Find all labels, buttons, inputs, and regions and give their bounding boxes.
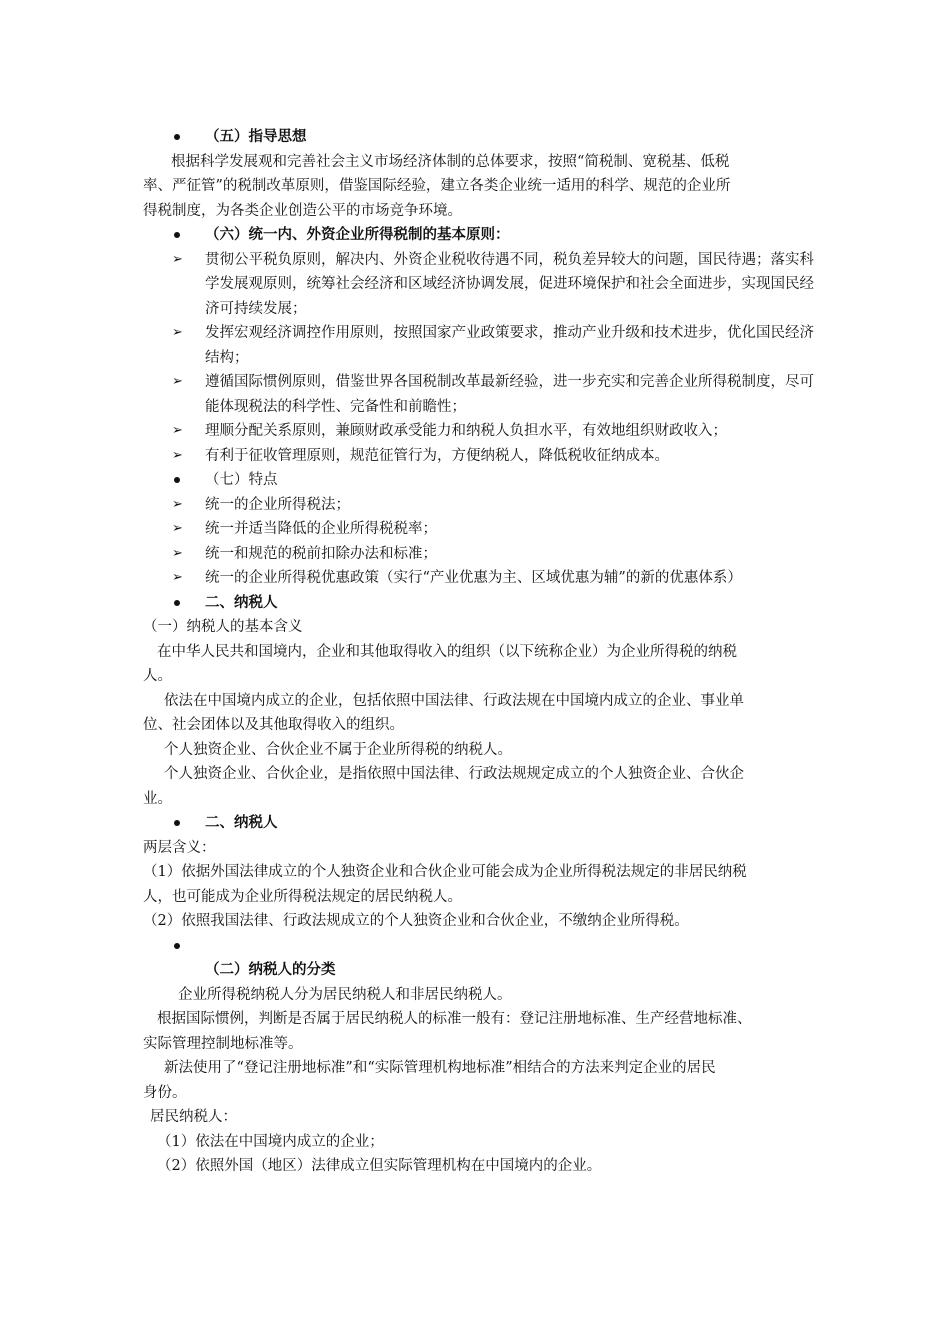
- classification-para-3-line-2: 身份。: [143, 1084, 187, 1101]
- empty-bullet: [143, 934, 815, 959]
- bullet-dot-icon: [174, 943, 180, 949]
- section-7-item: ➢ 统一和规范的税前扣除办法和标准；: [143, 542, 815, 567]
- document-body: [143, 125, 815, 1179]
- resident-criterion-2: （2）依照外国（地区）法律成立但实际管理机构在中国境内的企业。: [157, 1158, 602, 1174]
- taxpayer-para-1-line-2: 人。: [143, 668, 172, 684]
- taxpayer-basic-meaning-subheading: （一）纳税人的基本含义: [143, 619, 303, 635]
- classification-para-2-line-2: 实际管理控制地标准等。: [143, 1035, 303, 1052]
- section-5-para-line-1: 根据科学发展观和完善社会主义市场经济体制的总体要求，按照“简税制、宽税基、低税: [171, 153, 730, 170]
- section-5-para-line-2: 率、严征管”的税制改革原则，借鉴国际经验，建立各类企业统一适用的科学、规范的企业所: [143, 178, 731, 194]
- arrow-bullet-icon: ➢: [172, 447, 183, 463]
- arrow-bullet-icon: ➢: [172, 423, 183, 438]
- resident-taxpayer-label: 居民纳税人：: [150, 1109, 237, 1125]
- taxpayer-para-2-line-1: 依法在中国境内成立的企业，包括依照中国法律、行政法规在中国境内成立的企业、事业单: [164, 692, 744, 709]
- section-7-item: ➢ 统一的企业所得税法；: [143, 493, 815, 518]
- section-7-item: ➢ 统一并适当降低的企业所得税税率；: [143, 517, 815, 542]
- bullet-dot-icon: [174, 134, 180, 140]
- section-6-item: ➢ 理顺分配关系原则，兼顾财政承受能力和纳税人负担水平，有效地组织财政收入；: [143, 419, 815, 444]
- resident-criterion-1: （1）依法在中国境内成立的企业；: [157, 1133, 384, 1150]
- arrow-bullet-icon: ➢: [172, 325, 183, 340]
- taxpayer-para-4-line-1: 个人独资企业、合伙企业，是指依照中国法律、行政法规规定成立的个人独资企业、合伙企: [164, 766, 744, 782]
- classification-para-3-line-1: 新法使用了“登记注册地标准”和“实际管理机构地标准”相结合的方法来判定企业的居民: [164, 1060, 716, 1076]
- bullet-dot-icon: [174, 477, 180, 483]
- classification-para-1: 企业所得税纳税人分为居民纳税人和非居民纳税人。: [178, 986, 512, 1003]
- section-6-item: ➢ 发挥宏观经济调控作用原则，按照国家产业政策要求，推动产业升级和技术进步，优化国民经济结构；: [143, 321, 815, 370]
- bullet-dot-icon: [174, 232, 180, 238]
- meaning-2: （2）依照我国法律、行政法规成立的个人独资企业和合伙企业，不缴纳企业所得税。: [143, 913, 689, 929]
- classification-heading: （二）纳税人的分类: [205, 961, 336, 978]
- section-7-item: ➢ 统一的企业所得税优惠政策（实行“产业优惠为主、区域优惠为辅”的新的优惠体系）: [143, 566, 815, 591]
- arrow-bullet-icon: ➢: [172, 545, 183, 561]
- taxpayer-heading: 二、纳税人: [143, 591, 815, 616]
- arrow-bullet-icon: ➢: [172, 374, 183, 389]
- section-6-item: ➢ 遵循国际惯例原则，借鉴世界各国税制改革最新经验，进一步充实和完善企业所得税制度，尽可能体现税法的科学性、完备性和前瞻性；: [143, 370, 815, 419]
- arrow-bullet-icon: ➢: [172, 521, 183, 536]
- section-5-heading: （五）指导思想: [143, 125, 815, 150]
- two-meanings-label: 两层含义：: [143, 839, 216, 856]
- taxpayer-para-2-line-2: 位、社会团体以及其他取得收入的组织。: [143, 717, 404, 733]
- section-7-heading: （七）特点: [143, 468, 815, 493]
- section-6-item: ➢ 贯彻公平税负原则，解决内、外资企业税收待遇不同，税负差异较大的问题，国民待遇；落实科学发展观原则，统筹社会经济和区域经济协调发展，促进环境保护和社会全面进步，实现国民经济可持续发展；: [143, 248, 815, 322]
- taxpayer-para-1-line-1: 在中华人民共和国境内，企业和其他取得收入的组织（以下统称企业）为企业所得税的纳税: [157, 643, 737, 660]
- section-5-para-line-3: 得税制度，为各类企业创造公平的市场竞争环境。: [143, 202, 462, 219]
- meaning-1-line-1: （1）依据外国法律成立的个人独资企业和合伙企业可能会成为企业所得税法规定的非居民纳税: [143, 864, 747, 880]
- taxpayer-para-4-line-2: 业。: [143, 790, 172, 807]
- arrow-bullet-icon: ➢: [172, 251, 183, 267]
- bullet-dot-icon: [174, 600, 180, 606]
- meaning-1-line-2: 人，也可能成为企业所得税法规定的居民纳税人。: [143, 888, 462, 905]
- section-6-heading: （六）统一内、外资企业所得税制的基本原则：: [143, 223, 815, 248]
- section-6-item: ➢ 有利于征收管理原则，规范征管行为，方便纳税人，降低税收征纳成本。: [143, 444, 815, 469]
- classification-para-2-line-1: 根据国际惯例，判断是否属于居民纳税人的标准一般有：登记注册地标准、生产经营地标准、: [157, 1011, 752, 1027]
- taxpayer-heading-2: 二、纳税人: [143, 811, 815, 836]
- arrow-bullet-icon: ➢: [172, 570, 183, 585]
- bullet-dot-icon: [174, 820, 180, 826]
- arrow-bullet-icon: ➢: [172, 496, 183, 512]
- taxpayer-para-3: 个人独资企业、合伙企业不属于企业所得税的纳税人。: [164, 741, 512, 758]
